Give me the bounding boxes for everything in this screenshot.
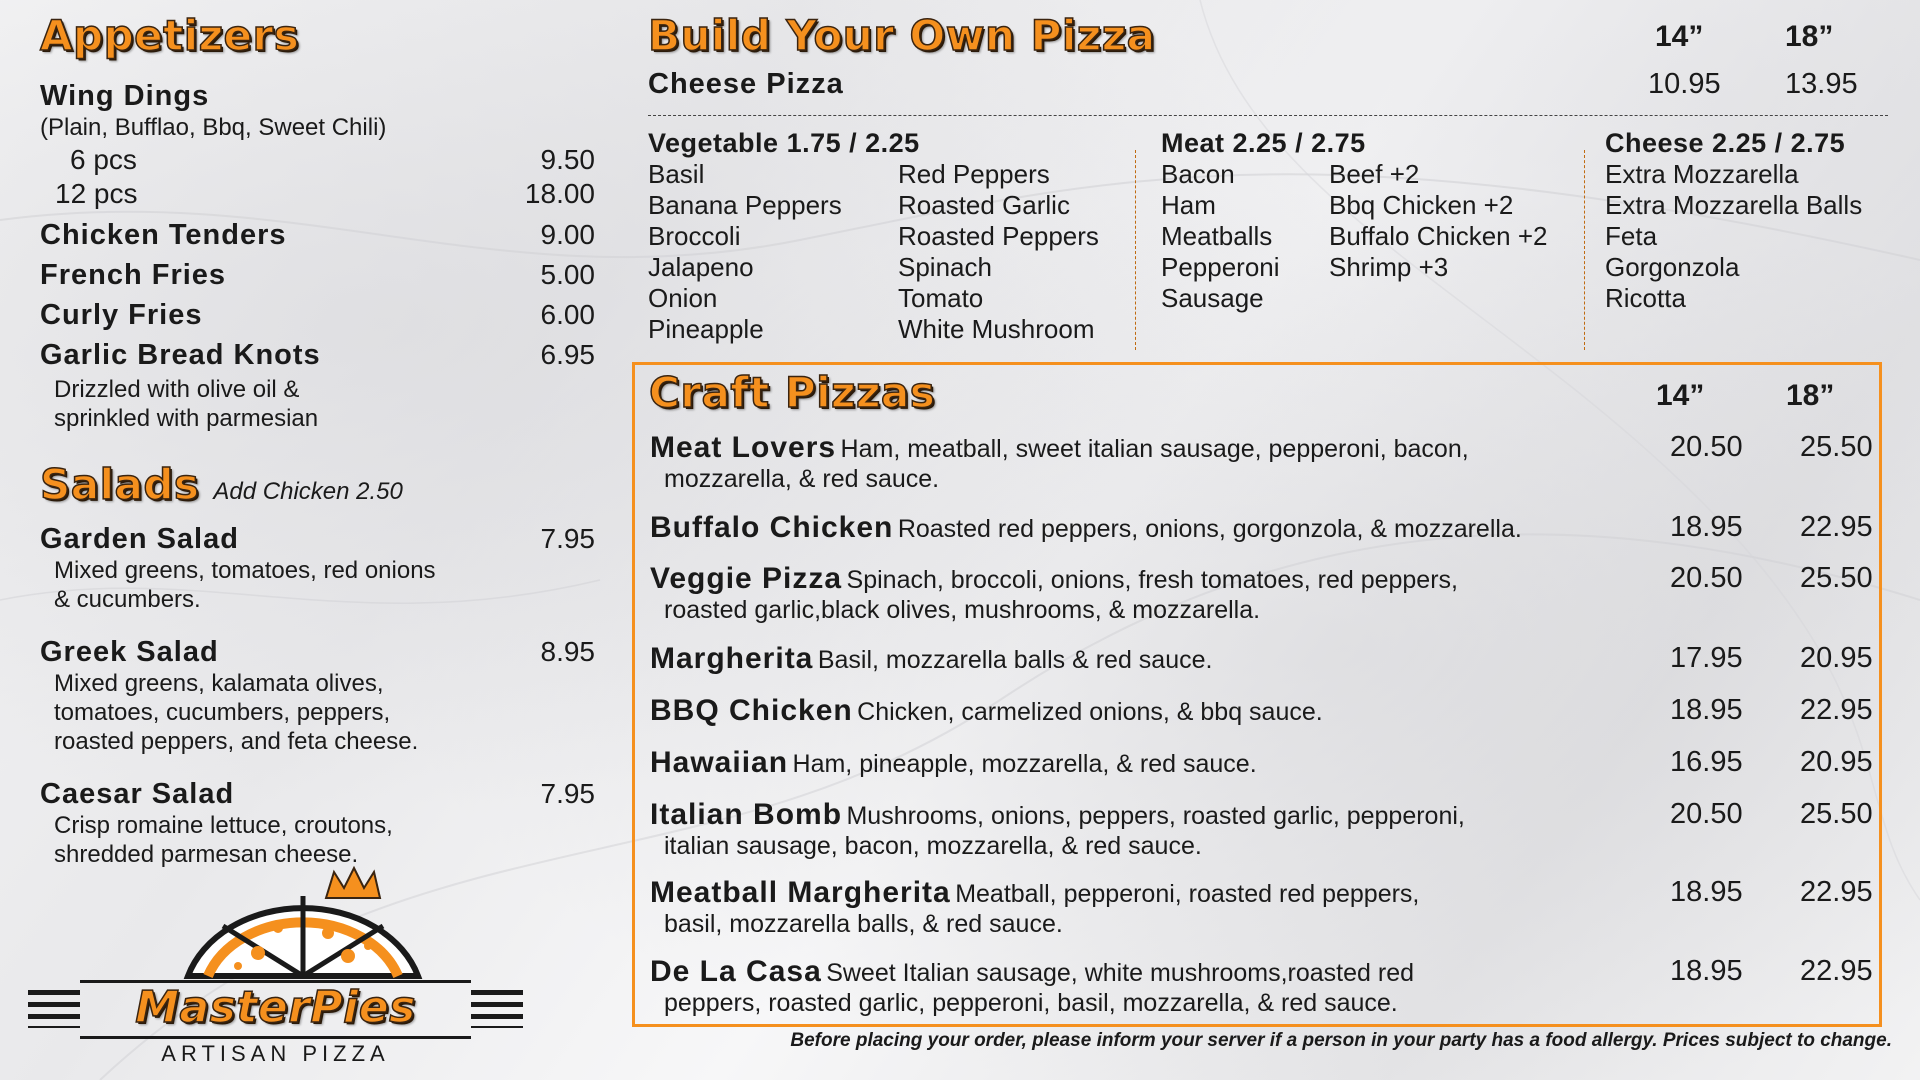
item-name: Garlic Bread Knots [40, 339, 321, 371]
allergy-disclaimer: Before placing your order, please inform your server if a person in your party has a food allergy. Prices subject to change. [790, 1030, 1892, 1051]
vegetable-col2 [898, 159, 1099, 345]
salads-addon: Add Chicken 2.50 [213, 478, 403, 505]
pizza-desc: Mushrooms, onions, peppers, roasted garlic, pepperoni, [846, 802, 1465, 830]
craft-pizza-item [650, 876, 1873, 938]
vegetable-toppings [648, 128, 1138, 345]
item-description: Mixed greens, kalamata olives, [54, 670, 384, 697]
item-name: Chicken Tenders [40, 219, 287, 251]
craft-pizza-item [650, 562, 1873, 624]
pizza-desc: Sweet Italian sausage, white mushrooms,roasted red [826, 959, 1415, 987]
pizza-logo-icon [28, 858, 523, 988]
price-14: 16.95 [1670, 746, 1743, 778]
pizza-desc: Ham, meatball, sweet italian sausage, pepperoni, bacon, [840, 435, 1469, 463]
topping-item: White Mushroom [898, 314, 1095, 344]
pizza-name: Margherita [650, 642, 814, 675]
meat-toppings [1161, 128, 1591, 314]
vegetable-col1 [648, 159, 898, 345]
meat-lists [1161, 159, 1591, 314]
size-14-header: 14” [1656, 379, 1705, 412]
item-name: Caesar Salad [40, 778, 235, 810]
topping-item: Red Peppers [898, 159, 1050, 189]
pizza-name: Meat Lovers [650, 431, 837, 464]
menu-item [40, 215, 595, 255]
pizza-name: Hawaiian [650, 746, 789, 779]
price-18: 22.95 [1800, 876, 1873, 908]
price-18: 20.95 [1800, 746, 1873, 778]
topping-item: Jalapeno [648, 252, 754, 282]
wing-size-price: 9.50 [540, 144, 595, 175]
pizza-desc: basil, mozzarella balls, & red sauce. [664, 910, 1063, 938]
topping-item: Tomato [898, 283, 984, 313]
item-price: 6.95 [540, 339, 595, 370]
item-description: shredded parmesan cheese. [54, 841, 359, 868]
item-description: Crisp romaine lettuce, croutons, [54, 812, 393, 839]
pizza-desc: Spinach, broccoli, onions, fresh tomatoes, red peppers, [846, 566, 1458, 594]
price-14: 18.95 [1670, 876, 1743, 908]
pizza-name: Buffalo Chicken [650, 511, 894, 544]
item-description: tomatoes, cucumbers, peppers, [54, 699, 391, 726]
topping-item: Gorgonzola [1605, 252, 1740, 282]
price-14: 20.50 [1670, 431, 1743, 463]
menu-item [40, 335, 595, 375]
meat-col2 [1329, 159, 1548, 314]
build-your-own-section [648, 10, 1893, 350]
wing-size-price: 18.00 [524, 178, 595, 209]
item-description: & cucumbers. [54, 586, 201, 613]
topping-item: Meatballs [1161, 221, 1273, 251]
pizza-name: Meatball Margherita [650, 876, 951, 909]
pizza-desc: Roasted red peppers, onions, gorgonzola, & mozzarella. [897, 515, 1522, 543]
craft-pizza-item [650, 694, 1873, 728]
price-14: 17.95 [1670, 642, 1743, 674]
topping-item: Spinach [898, 252, 992, 282]
pizza-desc: Meatball, pepperoni, roasted red peppers, [955, 880, 1420, 908]
item-name: Garden Salad [40, 523, 239, 555]
pizza-name: Veggie Pizza [650, 562, 843, 595]
size-18-header: 18” [1785, 20, 1834, 53]
item-name: French Fries [40, 259, 227, 291]
topping-item: Ham [1161, 190, 1216, 220]
wing-dings-size-row [40, 177, 595, 211]
section-divider [648, 115, 1888, 116]
logo [28, 858, 523, 1068]
size-18-header: 18” [1786, 379, 1835, 412]
craft-pizza-item [650, 798, 1873, 860]
item-price: 8.95 [540, 636, 595, 667]
topping-item: Bbq Chicken +2 [1329, 190, 1514, 220]
item-price: 5.00 [540, 259, 595, 290]
craft-pizza-item [650, 511, 1873, 545]
item-description: sprinkled with parmesian [54, 405, 319, 432]
pizza-name: De La Casa [650, 955, 822, 988]
menu-item [40, 255, 595, 295]
salad-item [40, 778, 595, 869]
item-description: Mixed greens, tomatoes, red onions [54, 557, 436, 584]
craft-title: Craft Pizzas [649, 368, 936, 417]
item-price: 9.00 [540, 219, 595, 250]
price-18: 22.95 [1800, 511, 1873, 543]
pizza-desc: Ham, pineapple, mozzarella, & red sauce. [792, 750, 1257, 778]
salad-row [40, 636, 595, 669]
craft-pizzas-box [632, 362, 1882, 1027]
column-divider [1584, 150, 1585, 350]
item-name: Greek Salad [40, 636, 219, 668]
cheese-pizza-name: Cheese Pizza [648, 68, 844, 100]
byo-title: Build Your Own Pizza [648, 11, 1156, 60]
topping-item: Beef +2 [1329, 159, 1420, 189]
wing-dings-item [40, 80, 595, 211]
salad-row [40, 523, 595, 556]
price-14: 18.95 [1670, 955, 1743, 987]
item-description: Drizzled with olive oil & [54, 376, 300, 403]
topping-item: Sausage [1161, 283, 1264, 313]
craft-pizza-item [650, 746, 1873, 780]
craft-pizza-item [650, 431, 1873, 493]
pizza-desc: mozzarella, & red sauce. [664, 465, 940, 493]
logo-tagline: ARTISAN PIZZA [161, 1041, 390, 1066]
pizza-desc: Basil, mozzarella balls & red sauce. [817, 646, 1213, 674]
topping-item: Feta [1605, 221, 1658, 251]
vegetable-lists [648, 159, 1138, 345]
item-description: roasted peppers, and feta cheese. [54, 728, 419, 755]
topping-item: Banana Peppers [648, 190, 842, 220]
price-18: 25.50 [1800, 562, 1873, 594]
item-price: 6.00 [540, 299, 595, 330]
price-18: 22.95 [1800, 694, 1873, 726]
craft-pizza-item [650, 955, 1873, 1017]
salad-item [40, 636, 595, 756]
topping-item: Roasted Peppers [898, 221, 1099, 251]
wing-size-label: 12 pcs [55, 178, 138, 209]
pizza-name: Italian Bomb [650, 798, 843, 831]
price-14: 18.95 [1670, 511, 1743, 543]
size-14-header: 14” [1655, 20, 1704, 53]
meat-col1 [1161, 159, 1329, 314]
cheese-pizza-price-14: 10.95 [1648, 68, 1721, 100]
salad-row [40, 778, 595, 811]
price-14: 20.50 [1670, 562, 1743, 594]
appetizers-title: Appetizers [40, 11, 300, 60]
topping-item: Shrimp +3 [1329, 252, 1449, 282]
price-18: 25.50 [1800, 798, 1873, 830]
salad-item [40, 523, 595, 614]
pizza-desc: peppers, roasted garlic, pepperoni, basil, mozzarella, & red sauce. [664, 989, 1398, 1017]
wing-dings-size-row [40, 143, 595, 177]
topping-item: Roasted Garlic [898, 190, 1070, 220]
topping-item: Onion [648, 283, 718, 313]
left-column [40, 10, 595, 869]
pizza-name: BBQ Chicken [650, 694, 853, 727]
item-name: Curly Fries [40, 299, 203, 331]
topping-item: Pineapple [648, 314, 764, 344]
price-18: 22.95 [1800, 955, 1873, 987]
salads-header [40, 459, 595, 511]
topping-item: Basil [648, 159, 705, 189]
logo-line [80, 1036, 471, 1039]
pizza-desc: Chicken, carmelized onions, & bbq sauce. [857, 698, 1323, 726]
topping-item: Extra Mozzarella [1605, 159, 1799, 189]
price-18: 20.95 [1800, 642, 1873, 674]
cheese-pizza-price-18: 13.95 [1785, 68, 1858, 100]
logo-name: MasterPies [135, 982, 416, 1033]
item-price: 7.95 [540, 778, 595, 809]
price-18: 25.50 [1800, 431, 1873, 463]
meat-heading: Meat 2.25 / 2.75 [1161, 128, 1366, 158]
topping-item: Pepperoni [1161, 252, 1280, 282]
column-divider [1135, 150, 1136, 350]
topping-item: Extra Mozzarella Balls [1605, 190, 1863, 220]
craft-pizza-item [650, 642, 1873, 676]
salads-title: Salads [40, 460, 200, 509]
topping-item: Buffalo Chicken +2 [1329, 221, 1548, 251]
topping-item: Bacon [1161, 159, 1235, 189]
menu-item [40, 295, 595, 335]
wing-size-label: 6 pcs [70, 144, 137, 175]
topping-item: Broccoli [648, 221, 741, 251]
price-14: 20.50 [1670, 798, 1743, 830]
cheese-heading: Cheese 2.25 / 2.75 [1605, 128, 1846, 158]
vegetable-heading: Vegetable 1.75 / 2.25 [648, 128, 920, 158]
pizza-desc: roasted garlic,black olives, mushrooms, & mozzarella. [664, 596, 1261, 624]
wing-dings-name: Wing Dings [40, 80, 210, 112]
price-14: 18.95 [1670, 694, 1743, 726]
pizza-desc: italian sausage, bacon, mozzarella, & red sauce. [664, 832, 1202, 860]
item-price: 7.95 [540, 523, 595, 554]
wing-dings-options: (Plain, Bufflao, Bbq, Sweet Chili) [40, 114, 387, 141]
topping-item: Ricotta [1605, 283, 1686, 313]
cheese-toppings [1605, 128, 1895, 314]
